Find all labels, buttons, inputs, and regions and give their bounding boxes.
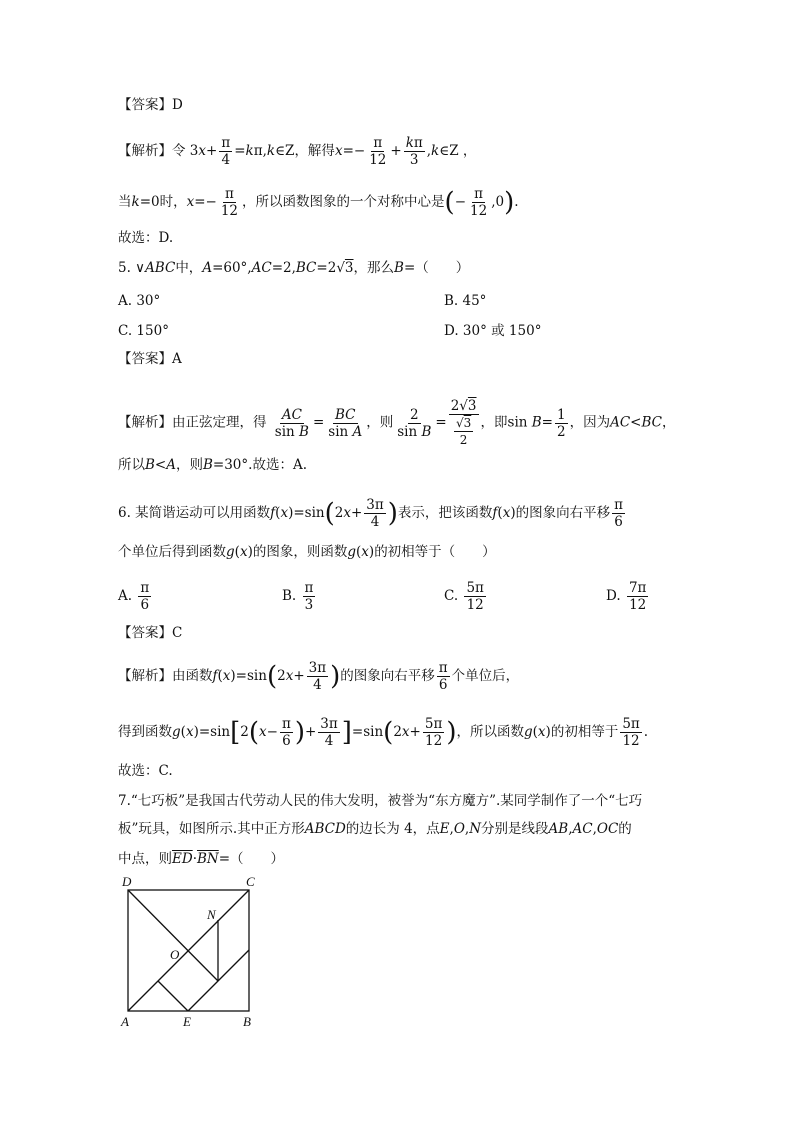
- answer-value: D: [172, 97, 183, 113]
- tangram-lines: [128, 890, 249, 1011]
- q6-stem-line1: 6. 某简谐运动可以用函数f(x)=sin(2x+ $\frac{3\pi}{4}$ )表示，把该函数f(x)的图象向右平移 $\frac{\pi}{6}$: [118, 497, 623, 530]
- label-n: N: [207, 907, 216, 922]
- q6-option-c: C. $\frac{5\pi}{12}$: [444, 580, 484, 613]
- label-b: B: [243, 1014, 251, 1029]
- answer-tag: 【答案】: [118, 97, 172, 113]
- tangram-figure: [112, 872, 272, 1032]
- label-c: C: [246, 874, 255, 889]
- q6-option-b: B. $\frac{\pi}{3}$: [282, 580, 314, 613]
- q5-analysis-line1: 【解析】由正弦定理，得 $\frac{AC}{\text{sin B}}$ = $\frac{BC}{\text{sin A}}$ ，则 $\frac{2}{\text{sin B}}$ = $\frac{2√3}{\frac{√3}{2}}$ ，即sin B= $\frac{1}{2}$ ，因为AC<BC，: [118, 398, 676, 447]
- analysis-tag: 【解析】: [118, 143, 172, 159]
- q4-analysis-line1: 【解析】令 3x+ $\frac{\pi}{4}$ =kπ,k∈Z，解得x=− $\frac{\pi}{12}$ + $\frac{k\pi}{3}$ ,k∈Z ，: [118, 135, 477, 168]
- q5-option-a: A. 30°: [118, 293, 161, 309]
- q4-analysis-line2: 当k=0时，x=− $\frac{\pi}{12}$ ，所以函数图象的一个对称中心是(− $\frac{\pi}{12}$ ,0).: [118, 186, 519, 219]
- q5-answer-line: 【答案】A: [118, 351, 182, 367]
- line-d-to-inner: [128, 890, 218, 981]
- segment-e-left: [158, 981, 188, 1011]
- q6-analysis-line2: 得到函数g(x)=sin[2(x− $\frac{\pi}{6}$ )+ $\frac{3\pi}{4}$ ]=sin(2x+ $\frac{5\pi}{12}$ )，所以函数g(x)的初相等于 $\frac{5\pi}{12}$ .: [118, 716, 649, 749]
- q5-option-c: C. 150°: [118, 323, 169, 339]
- q4-conclusion: 故选：D.: [118, 230, 174, 246]
- q4-answer-line: [118, 95, 183, 115]
- q7-stem-line2: 板”玩具，如图所示.其中正方形ABCD的边长为 4，点E,O,N分别是线段AB,AC,OC的: [118, 821, 632, 837]
- q5-stem: 5. ∨ABC中，A=60°,AC=2,BC=2√3，那么B=（ ）: [118, 260, 470, 276]
- q6-analysis-line1: 【解析】由函数f(x)=sin(2x+ $\frac{3\pi}{4}$ )的图象向右平移 $\frac{\pi}{6}$ 个单位后，: [118, 660, 520, 693]
- q6-option-d: D. $\frac{7\pi}{12}$: [606, 580, 647, 613]
- q6-conclusion: 故选：C.: [118, 763, 173, 779]
- q5-option-b: B. 45°: [444, 293, 487, 309]
- q6-stem-line2: 个单位后得到函数g(x)的图象，则函数g(x)的初相等于（ ）: [118, 544, 496, 560]
- label-e: E: [183, 1014, 191, 1029]
- q7-stem-line1: 7.“七巧板”是我国古代劳动人民的伟大发明，被誉为“东方魔方”.某同学制作了一个“七巧: [118, 793, 643, 809]
- q7-stem-line3: 中点，则$\overline{ED}\cdot\overline{BN}=$（ ）: [118, 851, 285, 867]
- fraction: $\frac{\pi}{4}$: [221, 135, 231, 168]
- q6-option-a: A. $\frac{\pi}{6}$: [118, 580, 150, 613]
- label-d: D: [122, 874, 132, 889]
- q6-answer-line: 【答案】C: [118, 625, 183, 641]
- label-a: A: [121, 1014, 129, 1029]
- label-o: O: [170, 947, 180, 962]
- q5-option-d: D. 30° 或 150°: [444, 323, 542, 339]
- q5-analysis-line2: 所以B<A，则B=30°.故选：A.: [118, 457, 307, 473]
